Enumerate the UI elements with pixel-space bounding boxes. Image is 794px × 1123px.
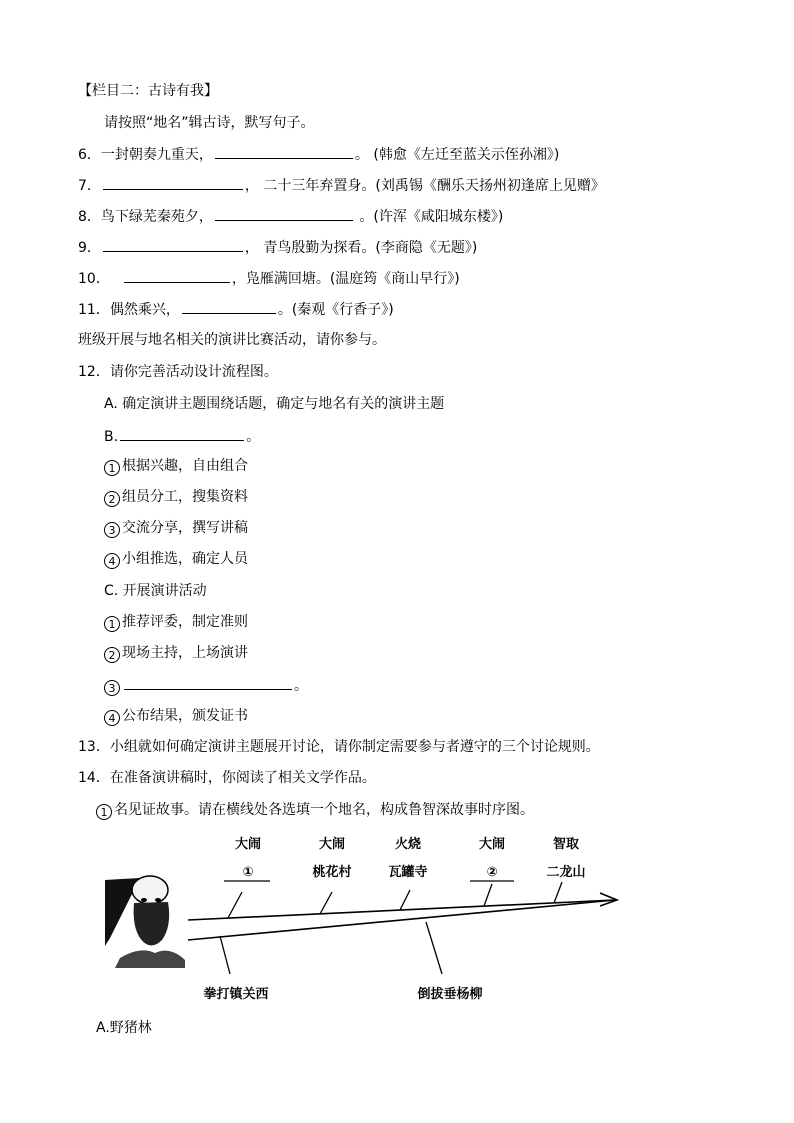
timeline-label-4-line1: 大闹 [478, 837, 506, 852]
timeline-label-1-line1: 大闹 [234, 837, 262, 852]
question-11: 11．偶然乘兴， 。(秦观《行香子》) [78, 299, 394, 320]
section-instruction: 请按照“地名”辑古诗，默写句子。 [104, 115, 315, 131]
flow-step-c: C. 开展演讲活动 [104, 583, 207, 599]
timeline-label-4-line2[interactable]: ② [486, 865, 498, 880]
flow-b-item-1: 1 根据兴趣，自由组合 [104, 456, 248, 476]
flow-c-item-4: 4 公布结果，颁发证书 [104, 706, 248, 726]
timeline-label-5-line2: 二龙山 [546, 865, 586, 880]
question-9: 9． ， 青鸟殷勤为探看。(李商隐《无题》) [78, 237, 477, 258]
question-12-stem: 12．请你完善活动设计流程图。 [78, 364, 278, 380]
arrow-head-icon [600, 893, 617, 906]
question-10: 10． ，凫雁满回塘。(温庭筠《商山早行》) [78, 268, 460, 289]
answer-blank[interactable] [120, 426, 244, 441]
question-14-sub: 1 名见证故事。请在横线处各选填一个地名，构成鲁智深故事时序图。 [96, 800, 534, 820]
flow-b-item-2: 2 组员分工，搜集资料 [104, 487, 248, 507]
timeline-label-2-line1: 大闹 [318, 837, 346, 852]
answer-blank[interactable] [103, 175, 243, 190]
timeline-bottom-label-2: 倒拔垂杨柳 [417, 987, 483, 1002]
answer-blank[interactable] [103, 237, 243, 252]
answer-blank[interactable] [215, 144, 353, 159]
section-heading: 【栏目二：古诗有我】 [78, 83, 218, 99]
flow-c-item-2: 2 现场主持，上场演讲 [104, 643, 248, 663]
timeline-label-3-line1: 火烧 [394, 837, 422, 852]
flow-step-b: B. 。 [104, 426, 260, 447]
question-8: 8．鸟下绿芜秦苑夕， 。(许浑《咸阳城东楼》) [78, 206, 503, 227]
answer-blank[interactable] [182, 299, 276, 314]
flow-step-a: A. 确定演讲主题围绕话题，确定与地名有关的演讲主题 [104, 396, 445, 412]
flow-c-item-3: 3 。 [104, 675, 308, 696]
flow-b-item-3: 3 交流分享，撰写讲稿 [104, 518, 248, 538]
question-6: 6．一封朝奏九重天， 。 (韩愈《左迁至蓝关示侄孙湘》) [78, 144, 559, 165]
question-7: 7． ， 二十三年弃置身。(刘禹锡《酬乐天扬州初逢席上见赠》 [78, 175, 605, 196]
timeline-label-5-line1: 智取 [552, 837, 580, 852]
flow-c-item-1: 1 推荐评委，制定准则 [104, 612, 248, 632]
timeline-upper-line [188, 900, 615, 920]
activity-intro: 班级开展与地名相关的演讲比赛活动，请你参与。 [78, 332, 386, 348]
timeline-bottom-label-1: 拳打镇关西 [203, 987, 269, 1002]
answer-blank[interactable] [215, 206, 353, 221]
question-13: 13．小组就如何确定演讲主题展开讨论，请你制定需要参与者遵守的三个讨论规则。 [78, 739, 600, 755]
timeline-label-1-line2[interactable]: ① [242, 865, 254, 880]
timeline-label-3-line2: 瓦罐寺 [388, 865, 428, 880]
flow-b-item-4: 4 小组推选，确定人员 [104, 549, 248, 569]
option-a: A.野猪林 [96, 1020, 152, 1036]
question-14-stem: 14．在准备演讲稿时，你阅读了相关文学作品。 [78, 770, 376, 786]
timeline-label-2-line2: 桃花村 [312, 865, 352, 880]
answer-blank[interactable] [124, 268, 230, 283]
lu-zhishen-portrait-icon [105, 876, 185, 968]
story-timeline-diagram [100, 828, 640, 1008]
answer-blank[interactable] [124, 675, 292, 690]
